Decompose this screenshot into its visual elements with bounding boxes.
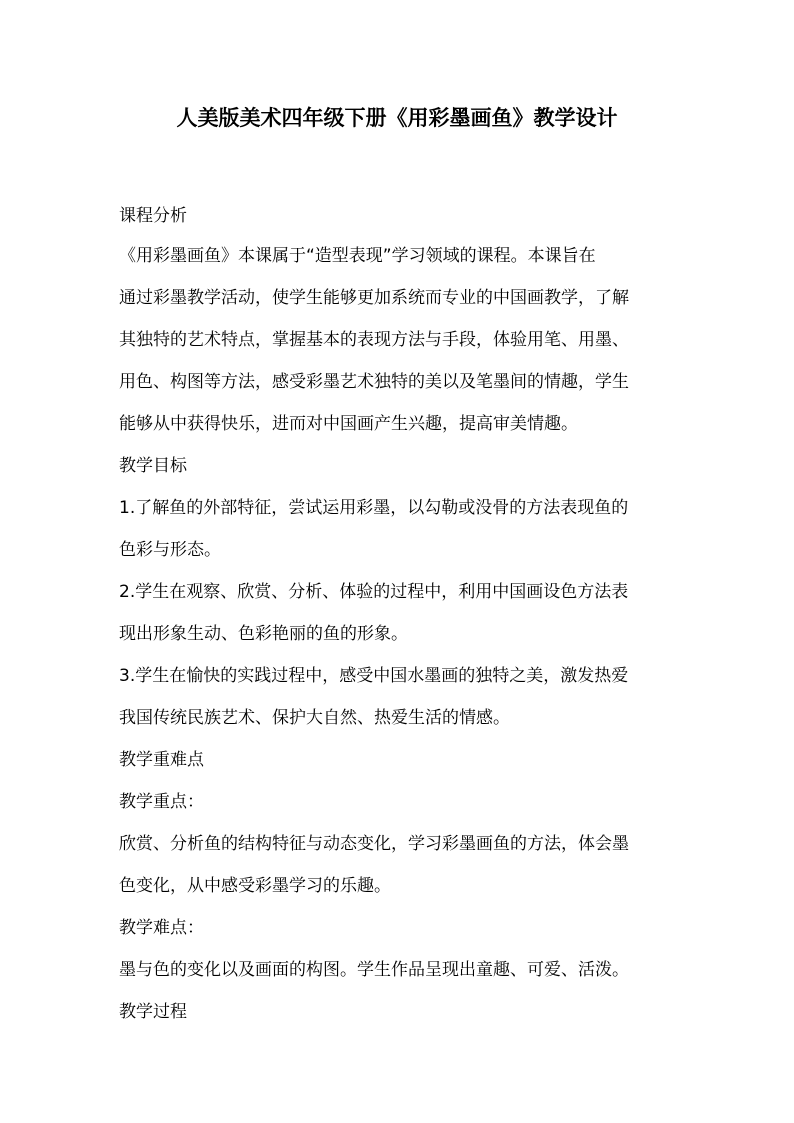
paragraph-line: 欣赏、分析鱼的结构特征与动态变化，学习彩墨画鱼的方法，体会墨 [119,834,629,854]
paragraph-line: 通过彩墨教学活动，使学生能够更加系统而专业的中国画教学，了解 [119,288,629,308]
heading-key-difficult-points: 教学重难点 [119,750,204,770]
paragraph-line: 1.了解鱼的外部特征，尝试运用彩墨，以勾勒或没骨的方法表现鱼的 [119,498,629,518]
paragraph-line: 3.学生在愉快的实践过程中，感受中国水墨画的独特之美，激发热爱 [119,666,629,686]
paragraph-line: 其独特的艺术特点，掌握基本的表现方法与手段，体验用笔、用墨、 [119,330,629,350]
paragraph-line: 能够从中获得快乐，进而对中国画产生兴趣，提高审美情趣。 [119,414,578,434]
paragraph-line: 我国传统民族艺术、保护大自然、热爱生活的情感。 [119,708,510,728]
paragraph-line: 用色、构图等方法，感受彩墨艺术独特的美以及笔墨间的情趣，学生 [119,372,629,392]
subheading-key-points: 教学重点： [119,792,204,812]
paragraph-line: 2.学生在观察、欣赏、分析、体验的过程中，利用中国画设色方法表 [119,582,629,602]
paragraph-line: 色彩与形态。 [119,540,221,560]
paragraph-line: 《用彩墨画鱼》本课属于“造型表现”学习领域的课程。本课旨在 [119,246,596,266]
paragraph-line: 现出形象生动、色彩艳丽的鱼的形象。 [119,624,408,644]
document-title: 人美版美术四年级下册《用彩墨画鱼》教学设计 [176,106,618,130]
paragraph-line: 墨与色的变化以及画面的构图。学生作品呈现出童趣、可爱、活泼。 [119,960,629,980]
subheading-difficult-points: 教学难点： [119,918,204,938]
heading-teaching-goals: 教学目标 [119,456,187,476]
heading-course-analysis: 课程分析 [119,206,187,226]
heading-teaching-process: 教学过程 [119,1002,187,1022]
paragraph-line: 色变化，从中感受彩墨学习的乐趣。 [119,876,391,896]
